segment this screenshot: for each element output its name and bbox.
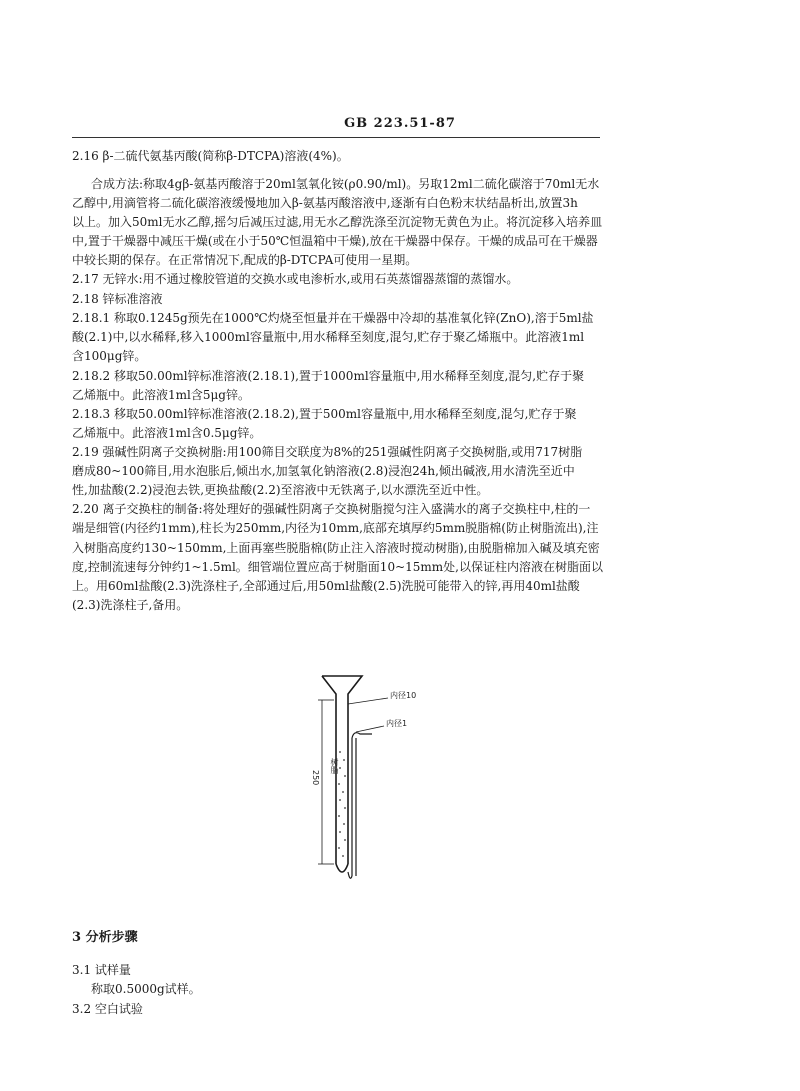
text-line: 乙醇中,用滴管将二硫化碳溶液缓慢地加入β-氨基丙酸溶液中,逐渐有白色粉末状结晶析出,放置3h <box>72 196 578 210</box>
text-line: 2.19 强碱性阴离子交换树脂:用100筛目交联度为8%的251强碱性阴离子交换树脂,或用717树脂 <box>72 445 583 459</box>
text-line: 2.16 β-二硫代氨基丙酸(简称β-DTCPA)溶液(4%)。 <box>72 149 349 163</box>
text-line: 端是细管(内径约1mm),柱长为250mm,内径为10mm,底部充填厚约5mm脱脂棉(防止树脂流出),注 <box>72 521 599 535</box>
text-line: 2.18.2 移取50.00ml锌标准溶液(2.18.1),置于1000ml容量瓶中,用水稀释至刻度,混匀,贮存于聚 <box>72 369 585 383</box>
ion-exchange-column-figure <box>300 668 450 898</box>
header-rule <box>72 137 600 138</box>
section-3-1-heading: 3.1 试样量 <box>72 963 131 977</box>
text-line: 磨成80~100筛目,用水泡胀后,倾出水,加氢氧化钠溶液(2.8)浸泡24h,倾出碱液,用水清洗至近中 <box>72 464 575 478</box>
inner-diameter-10-label: 内径10 <box>390 691 417 700</box>
column-length-label: 250 <box>311 770 320 786</box>
text-line: 2.17 无锌水:用不通过橡胶管道的交换水或电渗析水,或用石英蒸馏器蒸馏的蒸馏水。 <box>72 272 519 286</box>
text-line: 含100μg锌。 <box>72 349 147 363</box>
text-line: 性,加盐酸(2.2)浸泡去铁,更换盐酸(2.2)至溶液中无铁离子,以水漂洗至近中性。 <box>72 483 489 497</box>
text-line: 2.18 锌标准溶液 <box>72 292 163 306</box>
text-line: 合成方法:称取4gβ-氨基丙酸溶于20ml氢氧化铵(ρ0.90/ml)。另取12ml二硫化碳溶于70ml无水 <box>91 177 600 191</box>
section-3-2-heading: 3.2 空白试验 <box>72 1002 143 1016</box>
text-line: 上。用60ml盐酸(2.3)洗涤柱子,全部通过后,用50ml盐酸(2.5)洗脱可能带入的锌,再用40ml盐酸 <box>72 579 580 593</box>
text-line: 乙烯瓶中。此溶液1ml含0.5μg锌。 <box>72 426 262 440</box>
text-line: (2.3)洗涤柱子,备用。 <box>72 598 189 612</box>
resin-label: 树脂 <box>330 758 339 774</box>
inner-diameter-1-label: 内径1 <box>386 719 408 728</box>
text-line: 乙烯瓶中。此溶液1ml含5μg锌。 <box>72 388 250 402</box>
standard-number: GB 223.51-87 <box>344 116 456 131</box>
text-line: 酸(2.1)中,以水稀释,移入1000ml容量瓶中,用水稀释至刻度,混匀,贮存于聚乙烯瓶中。此溶液1ml <box>72 330 585 344</box>
text-line: 以上。加入50ml无水乙醇,摇匀后减压过滤,用无水乙醇洗涤至沉淀物无黄色为止。将沉淀移入培养皿 <box>72 215 603 229</box>
text-line: 度,控制流速每分钟约1~1.5ml。细管端位置应高于树脂面10~15mm处,以保证柱内溶液在树脂面以 <box>72 560 603 574</box>
section-3-1-text: 称取0.5000g试样。 <box>91 982 201 996</box>
text-line: 中较长期的保存。在正常情况下,配成的β-DTCPA可使用一星期。 <box>72 253 418 267</box>
text-line: 2.20 离子交换柱的制备:将处理好的强碱性阴离子交换树脂搅匀注入盛满水的离子交换柱中,柱的一 <box>72 502 591 516</box>
text-line: 入树脂高度约130~150mm,上面再塞些脱脂棉(防止注入溶液时搅动树脂),由脱脂棉加入碱及填充密 <box>72 541 600 555</box>
text-line: 2.18.1 称取0.1245g预先在1000℃灼烧至恒量并在干燥器中冷却的基准氧化锌(ZnO),溶于5ml盐 <box>72 311 594 325</box>
text-line: 2.18.3 移取50.00ml锌标准溶液(2.18.2),置于500ml容量瓶中,用水稀释至刻度,混匀,贮存于聚 <box>72 407 577 421</box>
text-line: 中,置于干燥器中减压干燥(或在小于50℃恒温箱中干燥),放在干燥器中保存。干燥的成品可在干燥器 <box>72 234 598 248</box>
section-3-title: 3 分析步骤 <box>72 930 138 945</box>
